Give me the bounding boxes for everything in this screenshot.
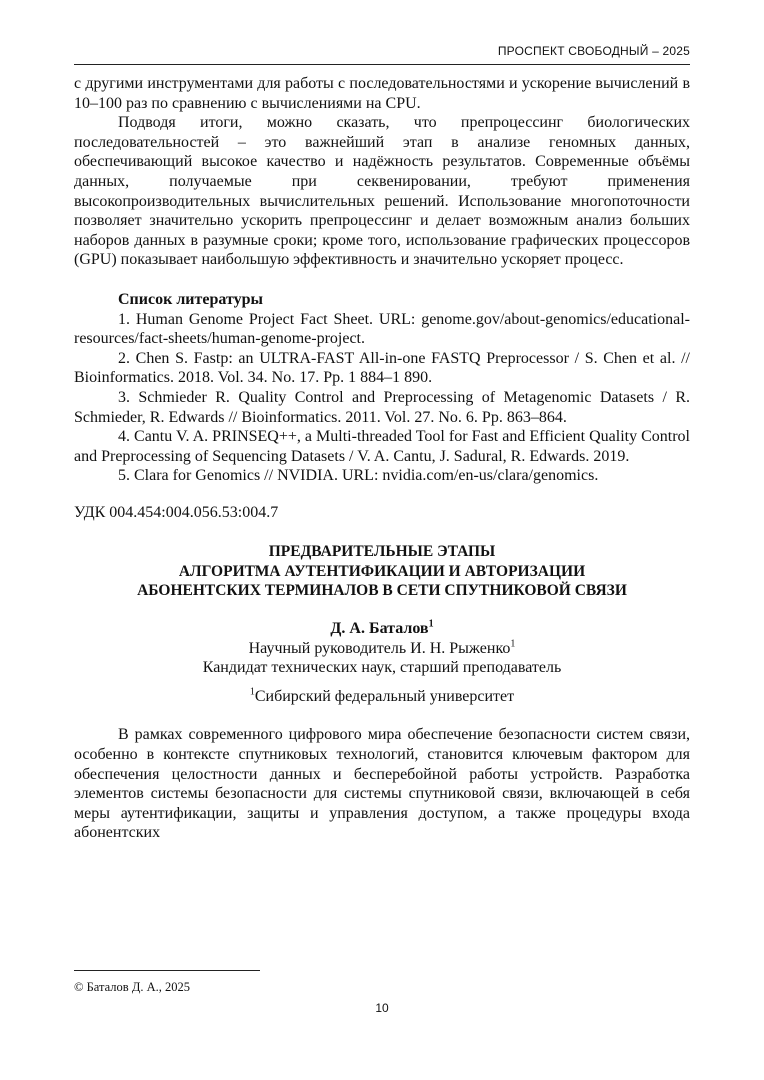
running-header: ПРОСПЕКТ СВОБОДНЫЙ – 2025 — [497, 44, 690, 58]
reference-item: 4. Cantu V. A. PRINSEQ++, a Multi-threaded Tool for Fast and Efficient Quality Control and Preprocessing of Sequencing Datasets / V. A. Cantu, J. Sadural, R. Edwards. 2019. — [74, 428, 690, 465]
supervisor-line — [74, 639, 690, 659]
author-name: Д. А. Баталов — [330, 619, 429, 637]
affiliation-name: Сибирский федеральный университет — [254, 687, 515, 705]
footnote: © Баталов Д. А., 2025 — [74, 980, 190, 994]
supervisor-name: Научный руководитель И. Н. Рыженко — [248, 639, 511, 657]
header-rule — [74, 64, 690, 65]
reference-item: 2. Chen S. Fastp: an ULTRA-FAST All-in-one FASTQ Preprocessor / S. Chen et al. // Bioinformatics. 2018. Vol. 34. No. 17. Pp. 1 884–1 890. — [74, 349, 690, 387]
title-line: АБОНЕНТСКИХ ТЕРМИНАЛОВ В СЕТИ СПУТНИКОВОЙ СВЯЗИ — [137, 582, 627, 600]
author-line — [74, 619, 690, 639]
page-number: 10 — [375, 1001, 389, 1015]
supervisor-sup: 1 — [510, 638, 516, 650]
author-sup: 1 — [428, 618, 434, 630]
paragraph-continued: с другими инструментами для работы с последовательностями и ускорение вычислений в 10–100 раз по сравнению с вычислениями на CPU. — [74, 75, 690, 112]
reference-item: 3. Schmieder R. Quality Control and Preprocessing of Metagenomic Datasets / R. Schmieder, R. Edwards // Bioinformatics. 2011. Vol. 27. No. 6. Pp. 863–864. — [74, 388, 690, 426]
article-body: В рамках современного цифрового мира обеспечение безопасности систем связи, особенно в контексте спутниковых технологий, становится ключевым фактором для обеспечения целостности данных и бесперебойной работы устройств. Разработка элементов системы безопасности для системы спутниковой связи, включающей в себя меры аутентификации, защиты и управления доступом, а также процедуры входа абонентских — [74, 726, 690, 842]
footnote-rule — [74, 970, 260, 971]
reference-item: 1. Human Genome Project Fact Sheet. URL: genome.gov/about-genomics/educational-resources/fact-sheets/human-genome-project. — [74, 310, 690, 348]
reference-item: 5. Clara for Genomics // NVIDIA. URL: nvidia.com/en-us/clara/genomics. — [118, 467, 599, 485]
affiliation-line — [74, 687, 690, 707]
affiliation-sup: 1 — [249, 686, 255, 698]
title-line: АЛГОРИТМА АУТЕНТИФИКАЦИИ И АВТОРИЗАЦИИ — [178, 562, 586, 580]
udc-code: УДК 004.454:004.056.53:004.7 — [74, 503, 279, 521]
paragraph-conclusion: Подводя итоги, можно сказать, что препроцессинг биологических последовательностей – это важнейший этап в анализе геномных данных, обеспечивающий высокое качество и надёжность результатов. Современные объёмы данных, получаемые при секвенировании, требуют применения высокопроизводительных вычислительных решений. Использование многопоточности позволяет значительно ускорить препроцессинг и делает возможным анализ больших наборов данных в разумные сроки; кроме того, использование графических процессоров (GPU) показывает наибольшую эффективность и значительно ускоряет процесс. — [74, 114, 690, 269]
title-line: ПРЕДВАРИТЕЛЬНЫЕ ЭТАПЫ — [268, 543, 496, 561]
article-title — [74, 542, 690, 601]
references-title: Список литературы — [118, 290, 263, 308]
page-content — [74, 74, 690, 843]
supervisor-title: Кандидат технических наук, старший преподаватель — [202, 659, 562, 677]
